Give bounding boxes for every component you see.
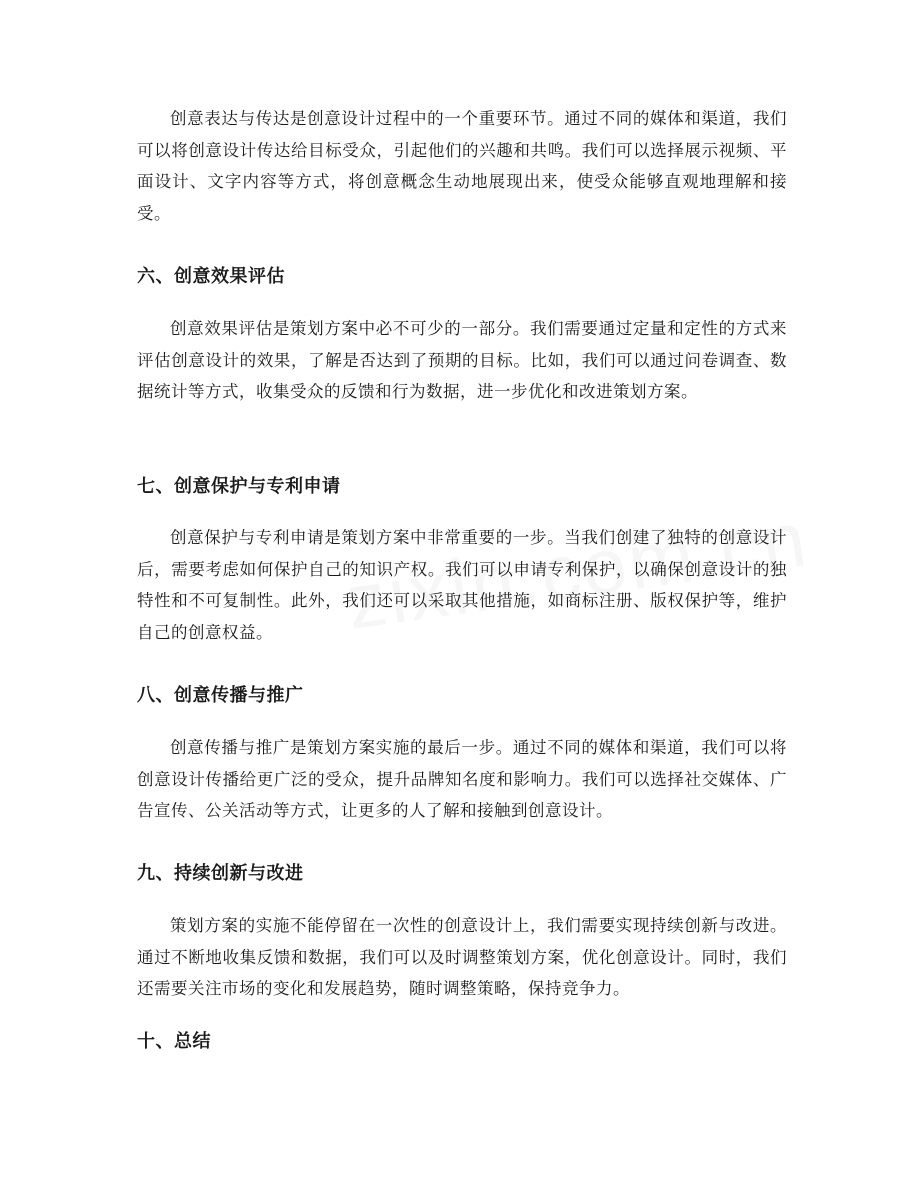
paragraph-continuous-innovation: 策划方案的实施不能停留在一次性的创意设计上，我们需要实现持续创新与改进。通过不断地收集反馈和数据，我们可以及时调整策划方案，优化创意设计。同时，我们还需要关注市场的变化和发展趋势，随时调整策略，保持竞争力。 — [137, 916, 787, 998]
paragraph-ip-protection: 创意保护与专利申请是策划方案中非常重要的一步。当我们创建了独特的创意设计后，需要考虑如何保护自己的知识产权。我们可以申请专利保护，以确保创意设计的独特性和不可复制性。此外，我们还可以采取其他措施，如商标注册、版权保护等，维护自己的创意权益。 — [137, 528, 787, 642]
heading-section-10: 十、总结 — [137, 1031, 211, 1052]
heading-section-6: 六、创意效果评估 — [137, 266, 285, 287]
heading-section-9: 九、持续创新与改进 — [137, 863, 304, 884]
heading-section-7: 七、创意保护与专利申请 — [137, 476, 341, 497]
paragraph-promotion: 创意传播与推广是策划方案实施的最后一步。通过不同的媒体和渠道，我们可以将创意设计传播给更广泛的受众，提升品牌知名度和影响力。我们可以选择社交媒体、广告宣传、公关活动等方式，让更多的人了解和接触到创意设计。 — [137, 738, 787, 820]
paragraph-creative-expression: 创意表达与传达是创意设计过程中的一个重要环节。通过不同的媒体和渠道，我们可以将创意设计传达给目标受众，引起他们的兴趣和共鸣。我们可以选择展示视频、平面设计、文字内容等方式，将创意概念生动地展现出来，使受众能够直观地理解和接受。 — [137, 109, 787, 223]
heading-section-8: 八、创意传播与推广 — [137, 685, 304, 706]
paragraph-effect-evaluation: 创意效果评估是策划方案中必不可少的一部分。我们需要通过定量和定性的方式来评估创意设计的效果，了解是否达到了预期的目标。比如，我们可以通过问卷调查、数据统计等方式，收集受众的反馈和行为数据，进一步优化和改进策划方案。 — [137, 319, 787, 401]
